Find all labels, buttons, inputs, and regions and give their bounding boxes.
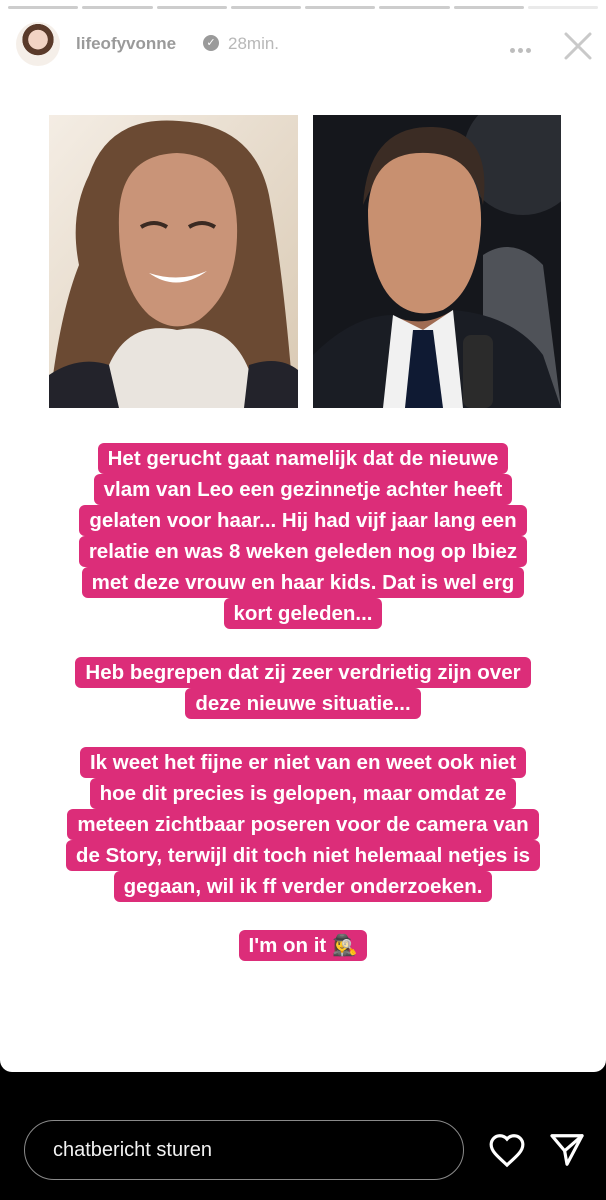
post-time: 28min. bbox=[228, 34, 280, 53]
close-icon[interactable] bbox=[562, 30, 594, 62]
photo-woman bbox=[49, 115, 298, 408]
caption-line: Ik weet het fijne er niet van en weet ook niet bbox=[80, 747, 526, 778]
caption-line: Heb begrepen dat zij zeer verdrietig zijn over bbox=[75, 657, 530, 688]
story-caption-3 bbox=[0, 747, 606, 902]
caption-line: I'm on it 🕵️‍♀️ bbox=[239, 930, 368, 961]
send-icon[interactable] bbox=[548, 1131, 586, 1169]
username[interactable]: lifeofyvonne bbox=[76, 34, 177, 53]
story-caption-1 bbox=[0, 443, 606, 629]
caption-line: met deze vrouw en haar kids. Dat is wel erg bbox=[82, 567, 525, 598]
story-progress bbox=[8, 6, 598, 9]
caption-line: kort geleden... bbox=[224, 598, 383, 629]
heart-icon[interactable] bbox=[488, 1132, 526, 1168]
caption-line: meteen zichtbaar poseren voor de camera van bbox=[67, 809, 538, 840]
caption-line: vlam van Leo een gezinnetje achter heeft bbox=[94, 474, 513, 505]
caption-line: gelaten voor haar... Hij had vijf jaar lang een bbox=[79, 505, 526, 536]
caption-line: de Story, terwijl dit toch niet helemaal netjes is bbox=[66, 840, 540, 871]
message-input[interactable] bbox=[24, 1120, 464, 1180]
verified-badge-icon: ✓ bbox=[203, 35, 219, 51]
caption-line: gegaan, wil ik ff verder onderzoeken. bbox=[114, 871, 493, 902]
progress-segment bbox=[231, 6, 301, 9]
story-caption-4 bbox=[0, 930, 606, 961]
story-header bbox=[0, 18, 606, 70]
story-caption-2 bbox=[0, 657, 606, 719]
progress-segment bbox=[379, 6, 449, 9]
progress-segment bbox=[157, 6, 227, 9]
progress-segment bbox=[305, 6, 375, 9]
progress-segment-current bbox=[528, 6, 598, 9]
caption-line: deze nieuwe situatie... bbox=[185, 688, 420, 719]
avatar[interactable] bbox=[16, 22, 60, 66]
caption-line: hoe dit precies is gelopen, maar omdat ze bbox=[90, 778, 517, 809]
progress-segment bbox=[8, 6, 78, 9]
progress-segment bbox=[82, 6, 152, 9]
caption-line: Het gerucht gaat namelijk dat de nieuwe bbox=[98, 443, 509, 474]
more-options-icon[interactable] bbox=[510, 48, 534, 54]
photo-man bbox=[313, 115, 561, 408]
caption-line: relatie en was 8 weken geleden nog op Ibiez bbox=[79, 536, 527, 567]
progress-segment bbox=[454, 6, 524, 9]
